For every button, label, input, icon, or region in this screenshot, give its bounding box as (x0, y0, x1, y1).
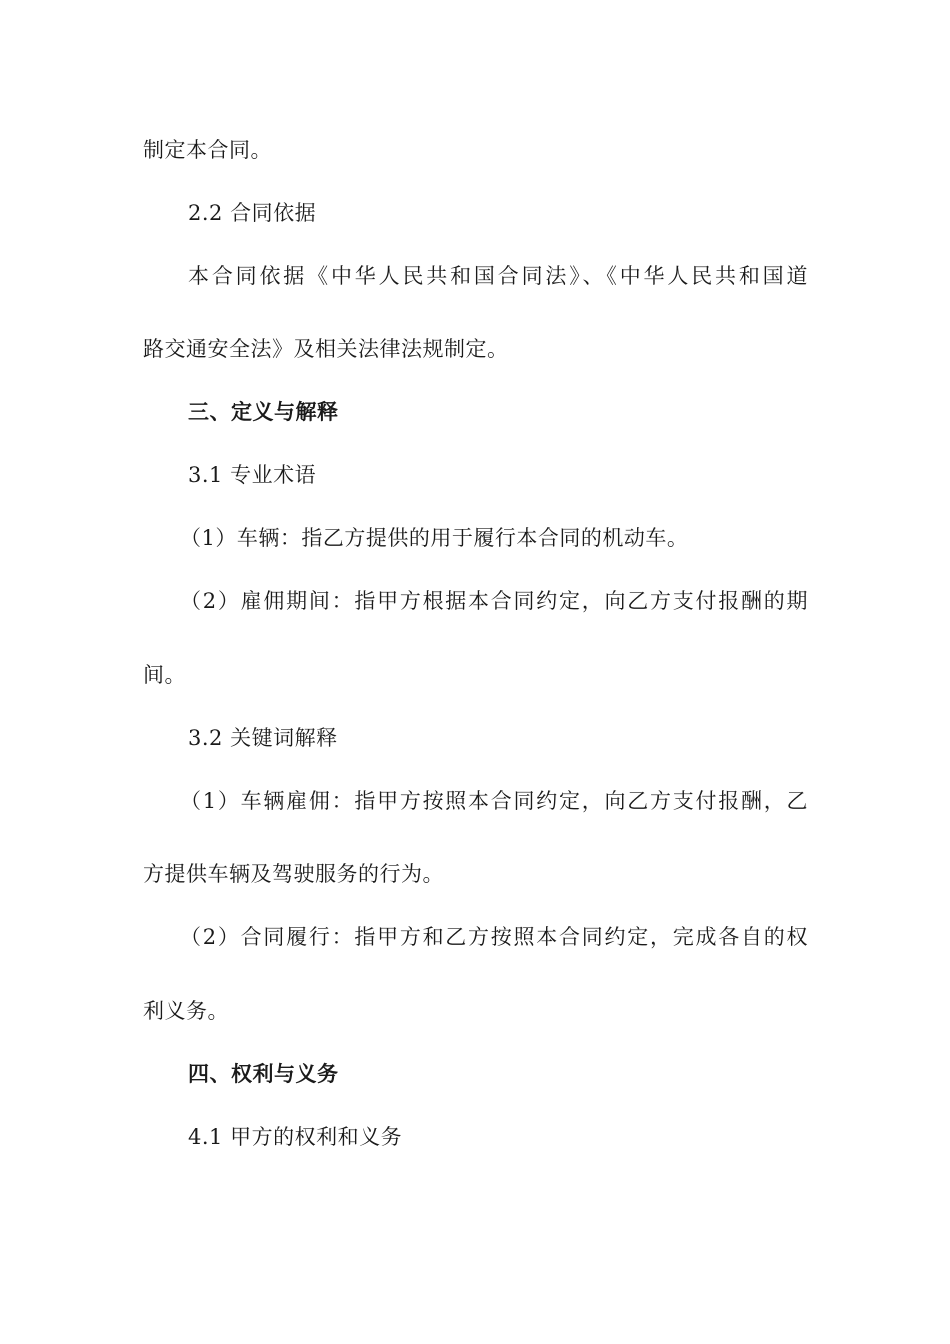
definition-item: （1）车辆：指乙方提供的用于履行本合同的机动车。 (180, 526, 689, 550)
paragraph-line: 本合同依据《中华人民共和国合同法》、《中华人民共和国道 (188, 264, 808, 288)
paragraph-line: 间。 (143, 663, 186, 687)
definition-item: （1）车辆雇佣：指甲方按照本合同约定，向乙方支付报酬，乙 (180, 789, 808, 813)
paragraph-line: 利义务。 (143, 999, 229, 1023)
chapter-heading-4: 四、权利与义务 (188, 1062, 339, 1086)
definition-item: （2）雇佣期间：指甲方根据本合同约定，向乙方支付报酬的期 (180, 589, 808, 613)
paragraph-line: 制定本合同。 (143, 138, 272, 162)
section-heading-3-2: 3.2 关键词解释 (188, 726, 338, 750)
section-heading-2-2: 2.2 合同依据 (188, 201, 317, 225)
section-heading-3-1: 3.1 专业术语 (188, 463, 317, 487)
chapter-heading-3: 三、定义与解释 (188, 400, 339, 424)
section-heading-4-1: 4.1 甲方的权利和义务 (188, 1125, 403, 1149)
paragraph-line: 方提供车辆及驾驶服务的行为。 (143, 862, 444, 886)
paragraph-line: 路交通安全法》及相关法律法规制定。 (143, 337, 509, 361)
definition-item: （2）合同履行：指甲方和乙方按照本合同约定，完成各自的权 (180, 925, 808, 949)
